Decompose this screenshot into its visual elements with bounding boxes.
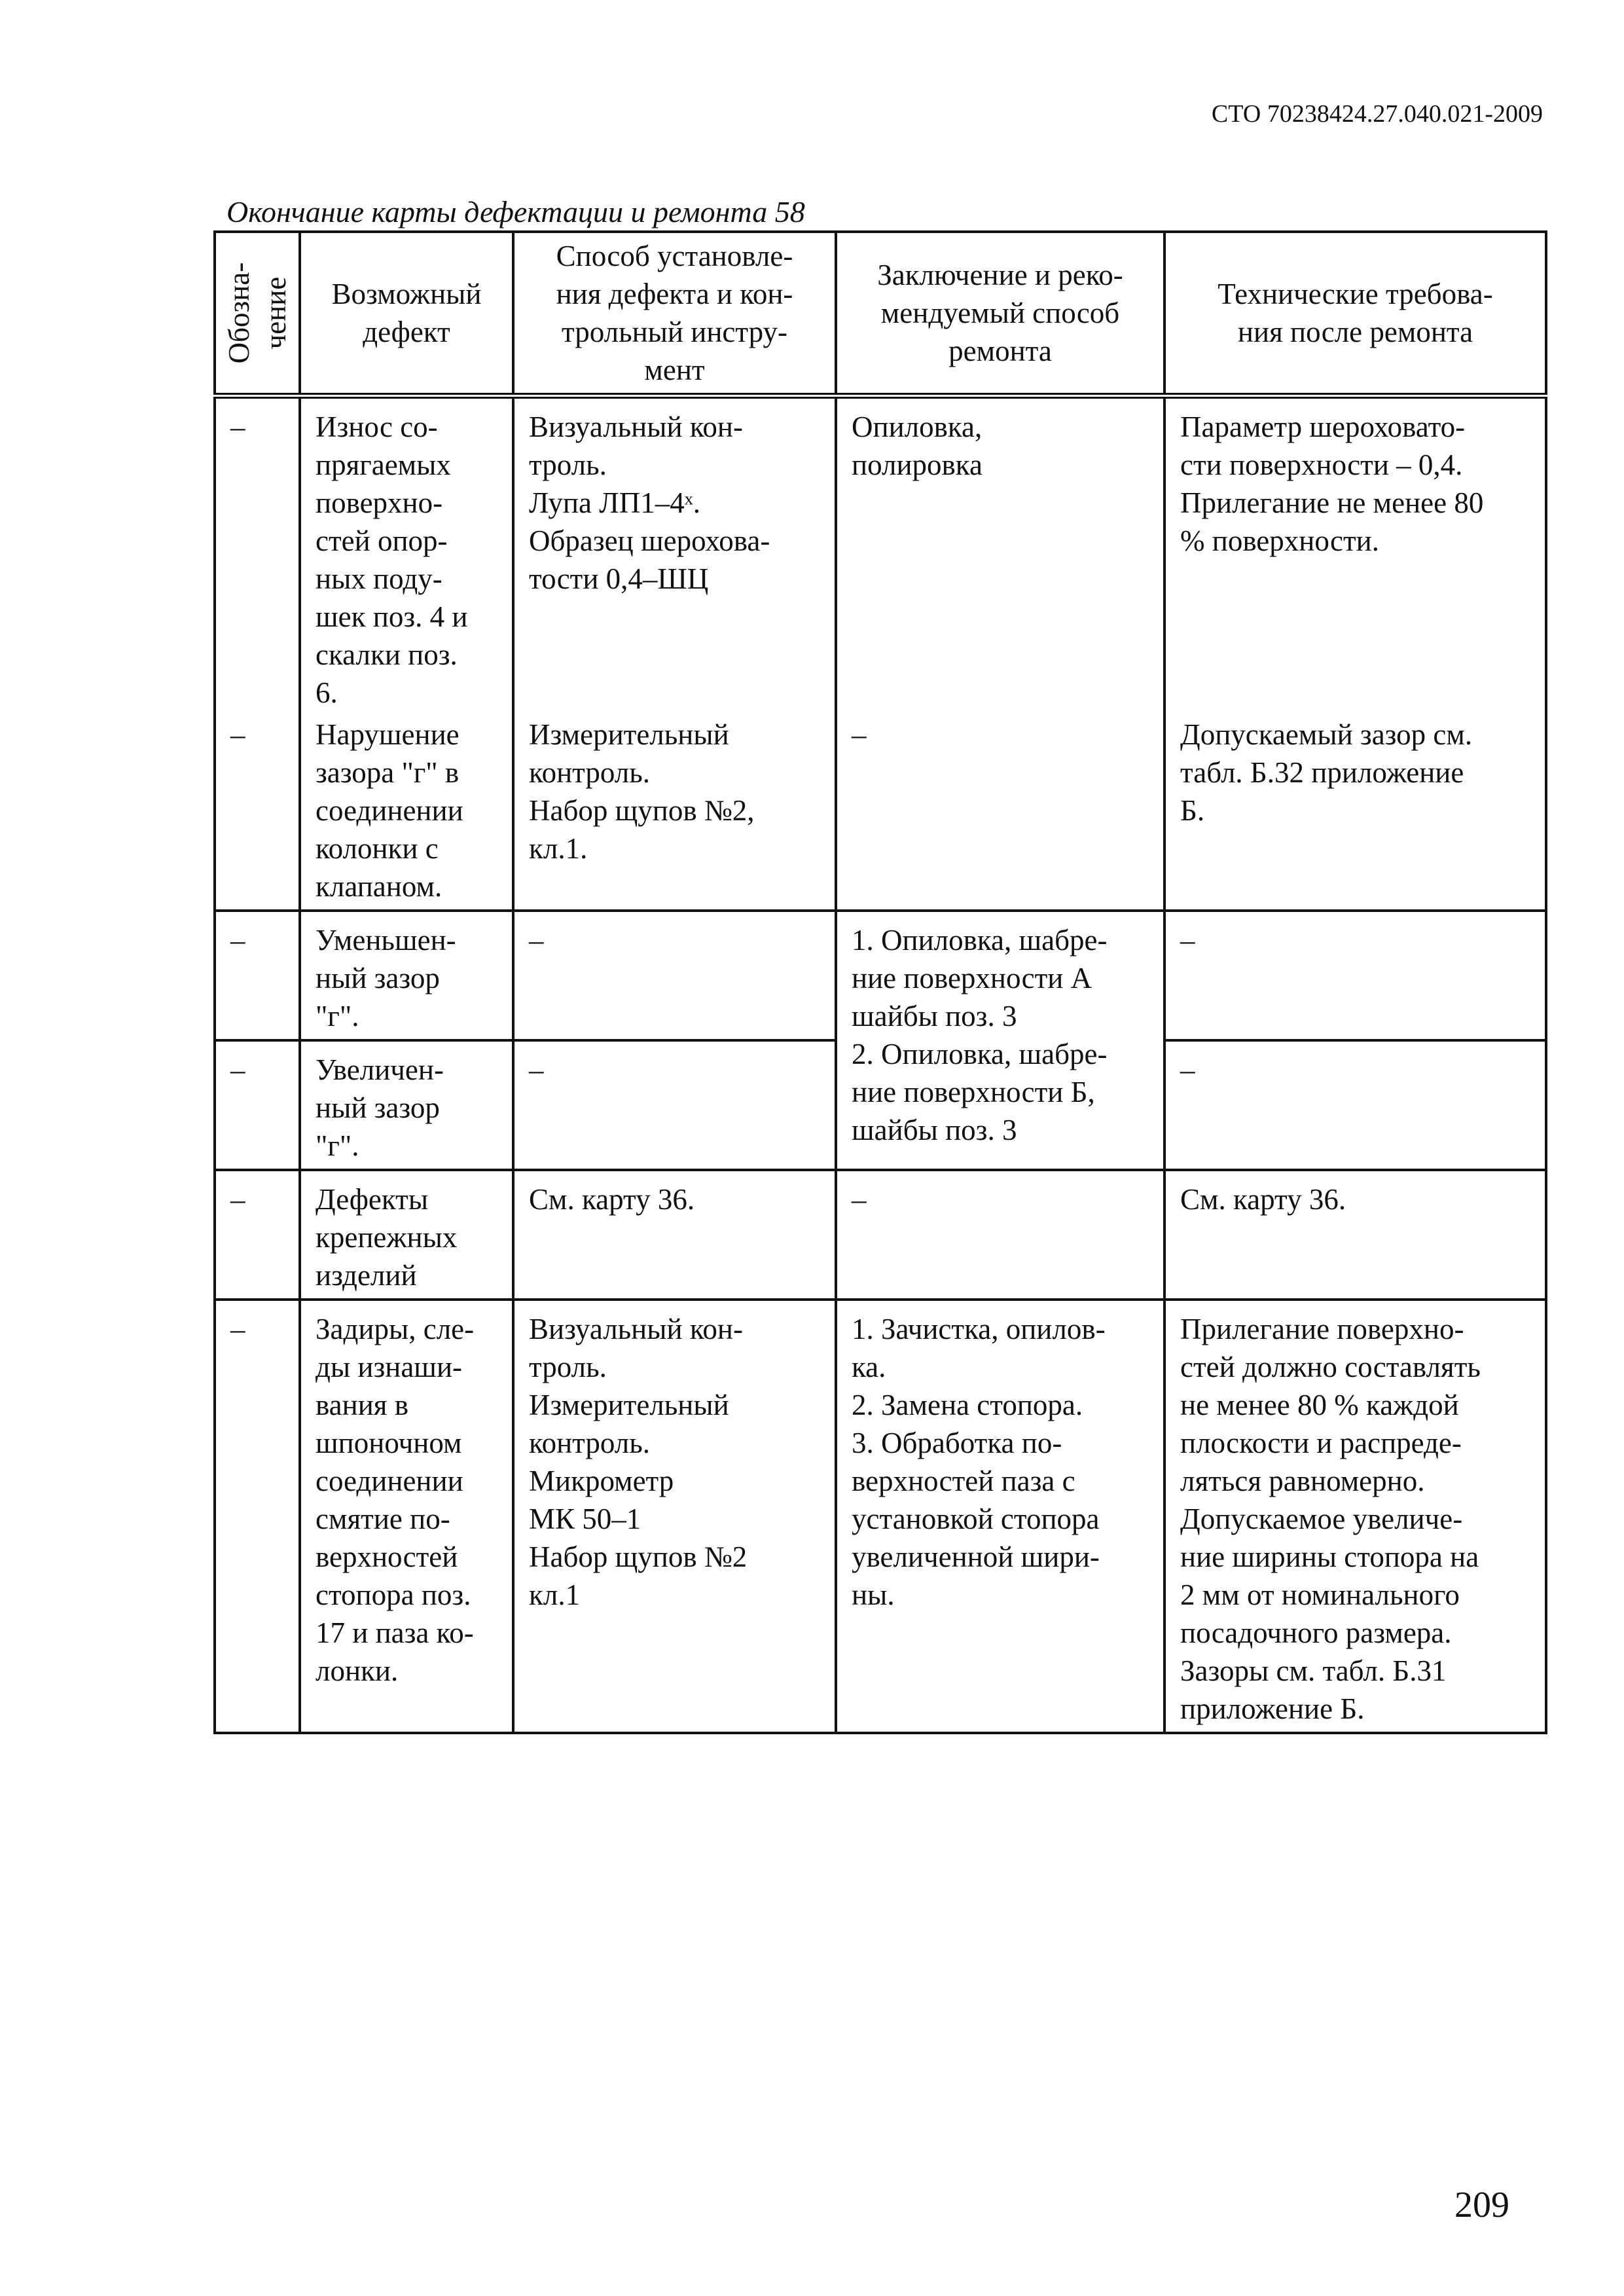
- cell-method: Измерительный контроль. Набор щупов №2, кл.1.: [513, 716, 836, 911]
- cell-designation: –: [215, 1170, 300, 1300]
- table-caption: Окончание карты дефектации и ремонта 58: [226, 195, 805, 228]
- cell-designation: –: [215, 396, 300, 716]
- cell-designation: –: [215, 911, 300, 1040]
- header-conclusion: Заключение и реко- мендуемый способ ремонта: [836, 232, 1164, 396]
- header-requirements: Технические требова- ния после ремонта: [1164, 232, 1546, 396]
- cell-method: См. карту 36.: [513, 1170, 836, 1300]
- table-header-row: [215, 232, 1546, 396]
- page-number: 209: [1454, 2185, 1509, 2225]
- cell-designation: –: [215, 716, 300, 911]
- table-row: [215, 1170, 1546, 1300]
- cell-designation: –: [215, 1300, 300, 1733]
- cell-requirements: Параметр шероховато- сти поверхности – 0,4. Прилегание не менее 80 % поверхности.: [1164, 396, 1546, 716]
- cell-requirements: –: [1164, 1040, 1546, 1170]
- defect-repair-table: [213, 230, 1547, 1734]
- cell-defect: Увеличен- ный зазор "г".: [300, 1040, 513, 1170]
- table-row: [215, 396, 1546, 716]
- document-code: СТО 70238424.27.040.021-2009: [1211, 100, 1543, 128]
- cell-defect: Дефекты крепежных изделий: [300, 1170, 513, 1300]
- header-defect: Возможный дефект: [300, 232, 513, 396]
- table-row: [215, 716, 1546, 911]
- cell-method: Визуальный кон- троль. Лупа ЛП1–4ˣ. Образец шерохова- тости 0,4–ШЦ: [513, 396, 836, 716]
- cell-requirements: Допускаемый зазор см. табл. Б.32 приложение Б.: [1164, 716, 1546, 911]
- cell-requirements: –: [1164, 911, 1546, 1040]
- cell-method: –: [513, 1040, 836, 1170]
- cell-designation: –: [215, 1040, 300, 1170]
- cell-defect: Задиры, сле- ды изнаши- вания в шпоночном соединении смятие по- верхностей стопора поз. 17 и паза ко- лонки.: [300, 1300, 513, 1733]
- table-row: [215, 1300, 1546, 1733]
- cell-requirements: Прилегание поверхно- стей должно составлять не менее 80 % каждой плоскости и распреде- ляться равномерно. Допускаемое увеличе- ние ширины стопора на 2 мм от номинального посадочного размера. Зазоры см. табл. Б.31 приложение Б.: [1164, 1300, 1546, 1733]
- cell-method: –: [513, 911, 836, 1040]
- header-designation: [215, 232, 300, 396]
- cell-method: Визуальный кон- троль. Измерительный контроль. Микрометр МК 50–1 Набор щупов №2 кл.1: [513, 1300, 836, 1733]
- cell-conclusion: Опиловка, полировка: [836, 396, 1164, 716]
- cell-conclusion: 1. Опиловка, шабре- ние поверхности А шайбы поз. 3 2. Опиловка, шабре- ние поверхности Б, шайбы поз. 3: [836, 911, 1164, 1170]
- cell-conclusion: –: [836, 1170, 1164, 1300]
- header-designation-label: Обозна- чение: [223, 262, 292, 364]
- header-method: Способ установле- ния дефекта и кон- трольный инстру- мент: [513, 232, 836, 396]
- cell-conclusion: –: [836, 716, 1164, 911]
- cell-defect: Износ со- прягаемых поверхно- стей опор- ных поду- шек поз. 4 и скалки поз. 6.: [300, 396, 513, 716]
- cell-requirements: См. карту 36.: [1164, 1170, 1546, 1300]
- cell-defect: Нарушение зазора "г" в соединении колонки с клапаном.: [300, 716, 513, 911]
- cell-defect: Уменьшен- ный зазор "г".: [300, 911, 513, 1040]
- cell-conclusion: 1. Зачистка, опилов- ка. 2. Замена стопора. 3. Обработка по- верхностей паза с установкой стопора увеличенной шири- ны.: [836, 1300, 1164, 1733]
- table-row: [215, 911, 1546, 1040]
